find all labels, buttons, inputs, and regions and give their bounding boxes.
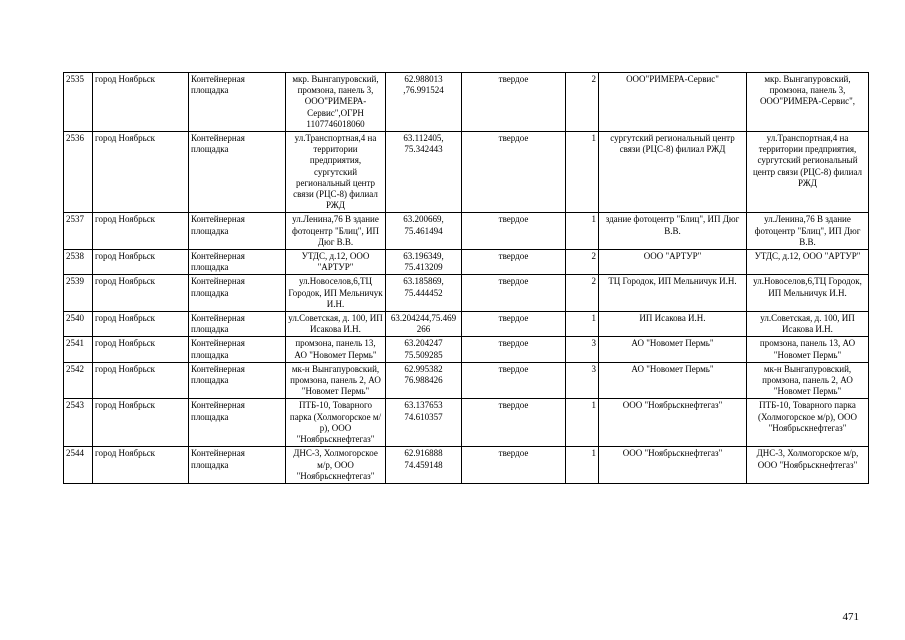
row-owner: сургутский региональный центр связи (РЦС-8) филиал РЖД bbox=[599, 132, 747, 213]
row-location: город Ноябрьск bbox=[93, 362, 189, 399]
row-coordinates: 63.185869, 75.444452 bbox=[386, 275, 462, 312]
row-container-count: 3 bbox=[566, 362, 599, 399]
row-location: город Ноябрьск bbox=[93, 275, 189, 312]
row-waste-source: ДНС-3, Холмогорское м/р, ООО "Ноябрьскнефтегаз" bbox=[747, 447, 869, 484]
row-container-count: 1 bbox=[566, 447, 599, 484]
row-location: город Ноябрьск bbox=[93, 250, 189, 275]
row-waste-source: ПТБ-10, Товарного парка (Холмогорское м/р), ООО "Ноябрьскнефтегаз" bbox=[747, 399, 869, 447]
row-location: город Ноябрьск bbox=[93, 337, 189, 362]
row-address: мк-н Вынгапуровский, промзона, панель 2, АО "Новомет Пермь" bbox=[286, 362, 386, 399]
row-address: ДНС-3, Холмогорское м/р, ООО "Ноябрьскнефтегаз" bbox=[286, 447, 386, 484]
table-row bbox=[64, 132, 869, 213]
row-coordinates: 63.204247 75.509285 bbox=[386, 337, 462, 362]
row-waste-source: ул.Транспортная,4 на территории предприятия, сургутский региональный центр связи (РЦС-8) филиал РЖД bbox=[747, 132, 869, 213]
table-row bbox=[64, 337, 869, 362]
row-coordinates: 62.916888 74.459148 bbox=[386, 447, 462, 484]
row-number: 2540 bbox=[64, 312, 93, 337]
row-coordinates: 62.995382 76.988426 bbox=[386, 362, 462, 399]
table-row bbox=[64, 362, 869, 399]
row-number: 2544 bbox=[64, 447, 93, 484]
row-owner: ООО "АРТУР" bbox=[599, 250, 747, 275]
row-location: город Ноябрьск bbox=[93, 447, 189, 484]
row-owner: ИП Исакова И.Н. bbox=[599, 312, 747, 337]
row-container-count: 3 bbox=[566, 337, 599, 362]
row-owner: ТЦ Городок, ИП Мельничук И.Н. bbox=[599, 275, 747, 312]
row-address: промзона, панель 13, АО "Новомет Пермь" bbox=[286, 337, 386, 362]
row-waste-source: промзона, панель 13, АО "Новомет Пермь" bbox=[747, 337, 869, 362]
row-number: 2536 bbox=[64, 132, 93, 213]
row-coordinates: 63.112405, 75.342443 bbox=[386, 132, 462, 213]
container-sites-table bbox=[63, 72, 869, 484]
table-row bbox=[64, 275, 869, 312]
row-location: город Ноябрьск bbox=[93, 132, 189, 213]
row-coordinates: 63.200669, 75.461494 bbox=[386, 213, 462, 250]
row-site-type: Контейнерная площадка bbox=[189, 73, 286, 132]
row-address: мкр. Вынгапуровский, промзона, панель 3, ООО"РИМЕРА-Сервис",ОГРН 1107746018060 bbox=[286, 73, 386, 132]
table-row bbox=[64, 312, 869, 337]
row-waste-source: мкр. Вынгапуровский, промзона, панель 3, ООО"РИМЕРА-Сервис", bbox=[747, 73, 869, 132]
row-owner: ООО "Ноябрьскнефтегаз" bbox=[599, 447, 747, 484]
row-address: ПТБ-10, Товарного парка (Холмогорское м/р), ООО "Ноябрьскнефтегаз" bbox=[286, 399, 386, 447]
row-surface: твердое bbox=[462, 250, 566, 275]
row-container-count: 1 bbox=[566, 213, 599, 250]
row-surface: твердое bbox=[462, 362, 566, 399]
row-container-count: 2 bbox=[566, 275, 599, 312]
row-surface: твердое bbox=[462, 73, 566, 132]
row-surface: твердое bbox=[462, 132, 566, 213]
row-location: город Ноябрьск bbox=[93, 312, 189, 337]
table-row bbox=[64, 250, 869, 275]
row-site-type: Контейнерная площадка bbox=[189, 362, 286, 399]
row-owner: ООО "Ноябрьскнефтегаз" bbox=[599, 399, 747, 447]
row-location: город Ноябрьск bbox=[93, 213, 189, 250]
row-container-count: 1 bbox=[566, 132, 599, 213]
row-site-type: Контейнерная площадка bbox=[189, 337, 286, 362]
row-surface: твердое bbox=[462, 275, 566, 312]
table-row bbox=[64, 447, 869, 484]
table-row bbox=[64, 213, 869, 250]
row-number: 2535 bbox=[64, 73, 93, 132]
row-coordinates: 63.196349, 75.413209 bbox=[386, 250, 462, 275]
row-surface: твердое bbox=[462, 337, 566, 362]
row-number: 2541 bbox=[64, 337, 93, 362]
row-number: 2543 bbox=[64, 399, 93, 447]
row-container-count: 2 bbox=[566, 250, 599, 275]
row-location: город Ноябрьск bbox=[93, 73, 189, 132]
page-number: 471 bbox=[842, 611, 859, 623]
row-address: УТДС, д.12, ООО "АРТУР" bbox=[286, 250, 386, 275]
row-owner: АО "Новомет Пермь" bbox=[599, 362, 747, 399]
row-address: ул.Транспортная,4 на территории предприятия, сургутский региональный центр связи (РЦС-8) филиал РЖД bbox=[286, 132, 386, 213]
row-address: ул.Советская, д. 100, ИП Исакова И.Н. bbox=[286, 312, 386, 337]
table-row bbox=[64, 73, 869, 132]
row-owner: здание фотоцентр "Блиц", ИП Дюг В.В. bbox=[599, 213, 747, 250]
row-address: ул.Новоселов,6,ТЦ Городок, ИП Мельничук И.Н. bbox=[286, 275, 386, 312]
row-container-count: 1 bbox=[566, 399, 599, 447]
row-site-type: Контейнерная площадка bbox=[189, 399, 286, 447]
row-site-type: Контейнерная площадка bbox=[189, 312, 286, 337]
row-waste-source: ул.Новоселов,6,ТЦ Городок, ИП Мельничук И.Н. bbox=[747, 275, 869, 312]
row-site-type: Контейнерная площадка bbox=[189, 447, 286, 484]
row-coordinates: 62.988013 ,76.991524 bbox=[386, 73, 462, 132]
row-waste-source: ул.Ленина,76 В здание фотоцентр "Блиц", ИП Дюг В.В. bbox=[747, 213, 869, 250]
table-row bbox=[64, 399, 869, 447]
row-surface: твердое bbox=[462, 213, 566, 250]
row-location: город Ноябрьск bbox=[93, 399, 189, 447]
row-address: ул.Ленина,76 В здание фотоцентр "Блиц", ИП Дюг В.В. bbox=[286, 213, 386, 250]
row-waste-source: мк-н Вынгапуровский, промзона, панель 2, АО "Новомет Пермь" bbox=[747, 362, 869, 399]
row-owner: АО "Новомет Пермь" bbox=[599, 337, 747, 362]
row-site-type: Контейнерная площадка bbox=[189, 250, 286, 275]
row-coordinates: 63.137653 74.610357 bbox=[386, 399, 462, 447]
row-surface: твердое bbox=[462, 447, 566, 484]
row-coordinates: 63.204244,75.469 266 bbox=[386, 312, 462, 337]
row-surface: твердое bbox=[462, 312, 566, 337]
row-waste-source: УТДС, д.12, ООО "АРТУР" bbox=[747, 250, 869, 275]
row-number: 2537 bbox=[64, 213, 93, 250]
row-number: 2539 bbox=[64, 275, 93, 312]
row-number: 2538 bbox=[64, 250, 93, 275]
row-waste-source: ул.Советская, д. 100, ИП Исакова И.Н. bbox=[747, 312, 869, 337]
row-surface: твердое bbox=[462, 399, 566, 447]
row-container-count: 2 bbox=[566, 73, 599, 132]
row-site-type: Контейнерная площадка bbox=[189, 213, 286, 250]
row-number: 2542 bbox=[64, 362, 93, 399]
row-site-type: Контейнерная площадка bbox=[189, 275, 286, 312]
row-container-count: 1 bbox=[566, 312, 599, 337]
row-site-type: Контейнерная площадка bbox=[189, 132, 286, 213]
row-owner: ООО"РИМЕРА-Сервис" bbox=[599, 73, 747, 132]
